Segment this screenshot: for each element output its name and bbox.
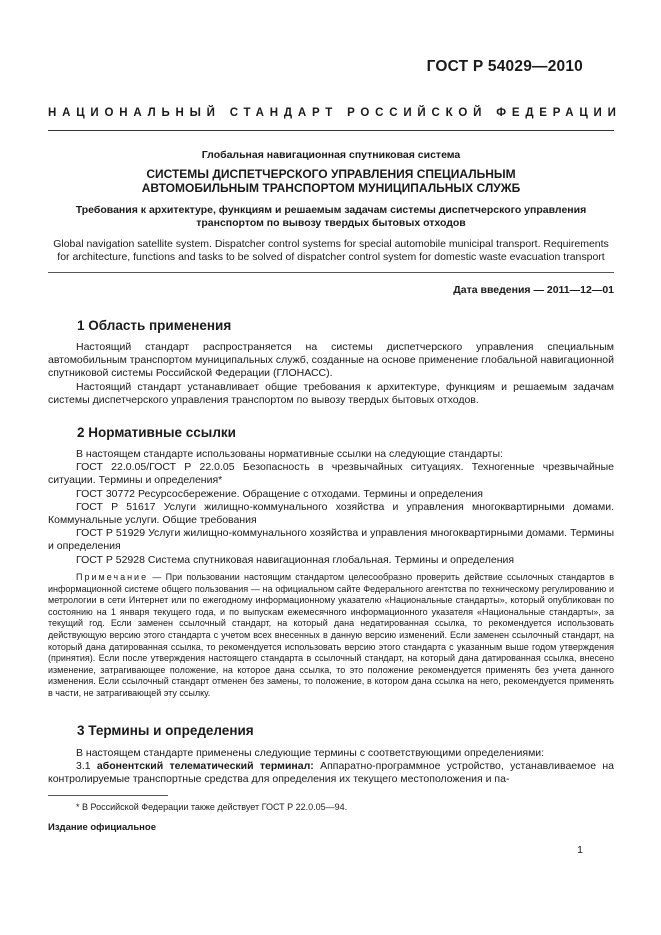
- title-main-line2: АВТОМОБИЛЬНЫМ ТРАНСПОРТОМ МУНИЦИПАЛЬНЫХ СЛУЖБ: [141, 181, 521, 195]
- reference-item: ГОСТ Р 52928 Система спутниковая навигационная глобальная. Термины и определения: [76, 553, 515, 566]
- title-en-line2: for architecture, functions and tasks to be solved of dispatcher control system for domestic waste evacuation transport: [57, 251, 605, 263]
- header-divider: [48, 130, 614, 131]
- section1-body: [48, 341, 614, 407]
- reference-item: ГОСТ 22.0.05/ГОСТ Р 22.0.05 Безопасность в чрезвычайных ситуациях. Техногенные чрезвычайные ситуации. Термины и определения*: [48, 461, 614, 487]
- footnote-divider: [48, 795, 168, 796]
- title-divider: [48, 272, 614, 273]
- national-standard-banner: НАЦИОНАЛЬНЫЙ СТАНДАРТ РОССИЙСКОЙ ФЕДЕРАЦИИ: [48, 107, 622, 119]
- section3-heading: 3 Термины и определения: [77, 723, 254, 738]
- title-subtitle: [48, 204, 614, 230]
- note-text: — При пользовании настоящим стандартом целесообразно проверить действие ссылочных стандартов в информационной системе общего пользования — на официальном сайте Федерального агентства по техническому регулированию и метрологии в сети Интернет или по ежегодному информационному указателю «Национальные стандарты», который опубликован по состоянию на 1 января текущего года, и по выпускам ежемесячного информационного указателя «Национальные стандарты», за текущий год. Если заменен ссылочный стандарт, на который дана недатированная ссылка, то рекомендуется использовать действующую версию этого стандарта с учетом всех внесенных в данную версию изменений. Если заменен ссылочный стандарт, на который дана датированная ссылка, то рекомендуется использовать версию этого стандарта с указанным выше годом утверждения (принятия). Если после утверждения настоящего стандарта в ссылочный стандарт, на который дана датированная ссылка, внесено изменение, затрагивающее положение, на которое дана ссылка, то это положение рекомендуется применять без учета данного изменения. Если ссылочный стандарт отменен без замены, то положение, в котором дана ссылка на него, рекомендуется применять в части, не затрагивающей эту ссылку.: [48, 572, 614, 698]
- intro-date: Дата введения — 2011—12—01: [453, 284, 614, 296]
- footnote: * В Российской Федерации также действует ГОСТ Р 22.0.05—94.: [76, 802, 348, 812]
- term-definition: [48, 760, 614, 786]
- title-main-line1: СИСТЕМЫ ДИСПЕТЧЕРСКОГО УПРАВЛЕНИЯ СПЕЦИАЛЬНЫМ: [146, 167, 516, 181]
- title-en-line1: Global navigation satellite system. Dispatcher control systems for special automobile municipal transport. Requirements: [53, 238, 609, 250]
- section3-intro: В настоящем стандарте применены следующие термины с соответствующими определениями:: [76, 747, 545, 759]
- title-main: [48, 167, 614, 195]
- section2-refs: [48, 448, 614, 567]
- title-system: Глобальная навигационная спутниковая система: [201, 149, 461, 161]
- section2-heading: 2 Нормативные ссылки: [77, 425, 236, 440]
- section2-note: [48, 572, 614, 700]
- section1-heading: 1 Область применения: [77, 318, 232, 333]
- term-name: абонентский телематический терминал:: [96, 760, 314, 773]
- section1-paragraph: Настоящий стандарт устанавливает общие требования к архитектуре, функциям и решаемым задачам системы диспетчерского управления транспортом по вывозу твердых бытовых отходов.: [48, 380, 614, 406]
- title-english: [48, 238, 614, 264]
- reference-item: ГОСТ 30772 Ресурсосбережение. Обращение с отходами. Термины и определения: [76, 487, 483, 500]
- section3-body: [48, 747, 614, 787]
- term-text: Аппаратно-программное устройство, устанавливаемое на контролируемые транспортные средства для определения их текущего местоположения и па-: [48, 760, 614, 786]
- title-sub-line1: Требования к архитектуре, функциям и решаемым задачам системы диспетчерского управления: [75, 204, 587, 216]
- edition-label: Издание официальное: [48, 822, 156, 833]
- page-number: 1: [577, 844, 583, 856]
- note-label: Примечание: [76, 572, 149, 582]
- title-sub-line2: транспортом по вывозу твердых бытовых отходов: [196, 217, 466, 229]
- reference-item: ГОСТ Р 51617 Услуги жилищно-коммунального хозяйства и управления многоквартирными домами. Коммунальные услуги. Общие требования: [48, 500, 614, 527]
- term-number: 3.1: [76, 760, 97, 773]
- section1-paragraph: Настоящий стандарт распространяется на системы диспетчерского управления специальным автомобильным транспортом муниципальных служб, созданные на основе применение глобальной навигационной спутниковой системы Российской Федерации (ГЛОНАСС).: [48, 341, 614, 380]
- gost-number: ГОСТ Р 54029—2010: [426, 58, 583, 75]
- reference-item: ГОСТ Р 51929 Услуги жилищно-коммунального хозяйства и управления многоквартирными домами. Термины и определения: [48, 527, 614, 553]
- section2-intro: В настоящем стандарте использованы нормативные ссылки на следующие стандарты:: [76, 448, 503, 460]
